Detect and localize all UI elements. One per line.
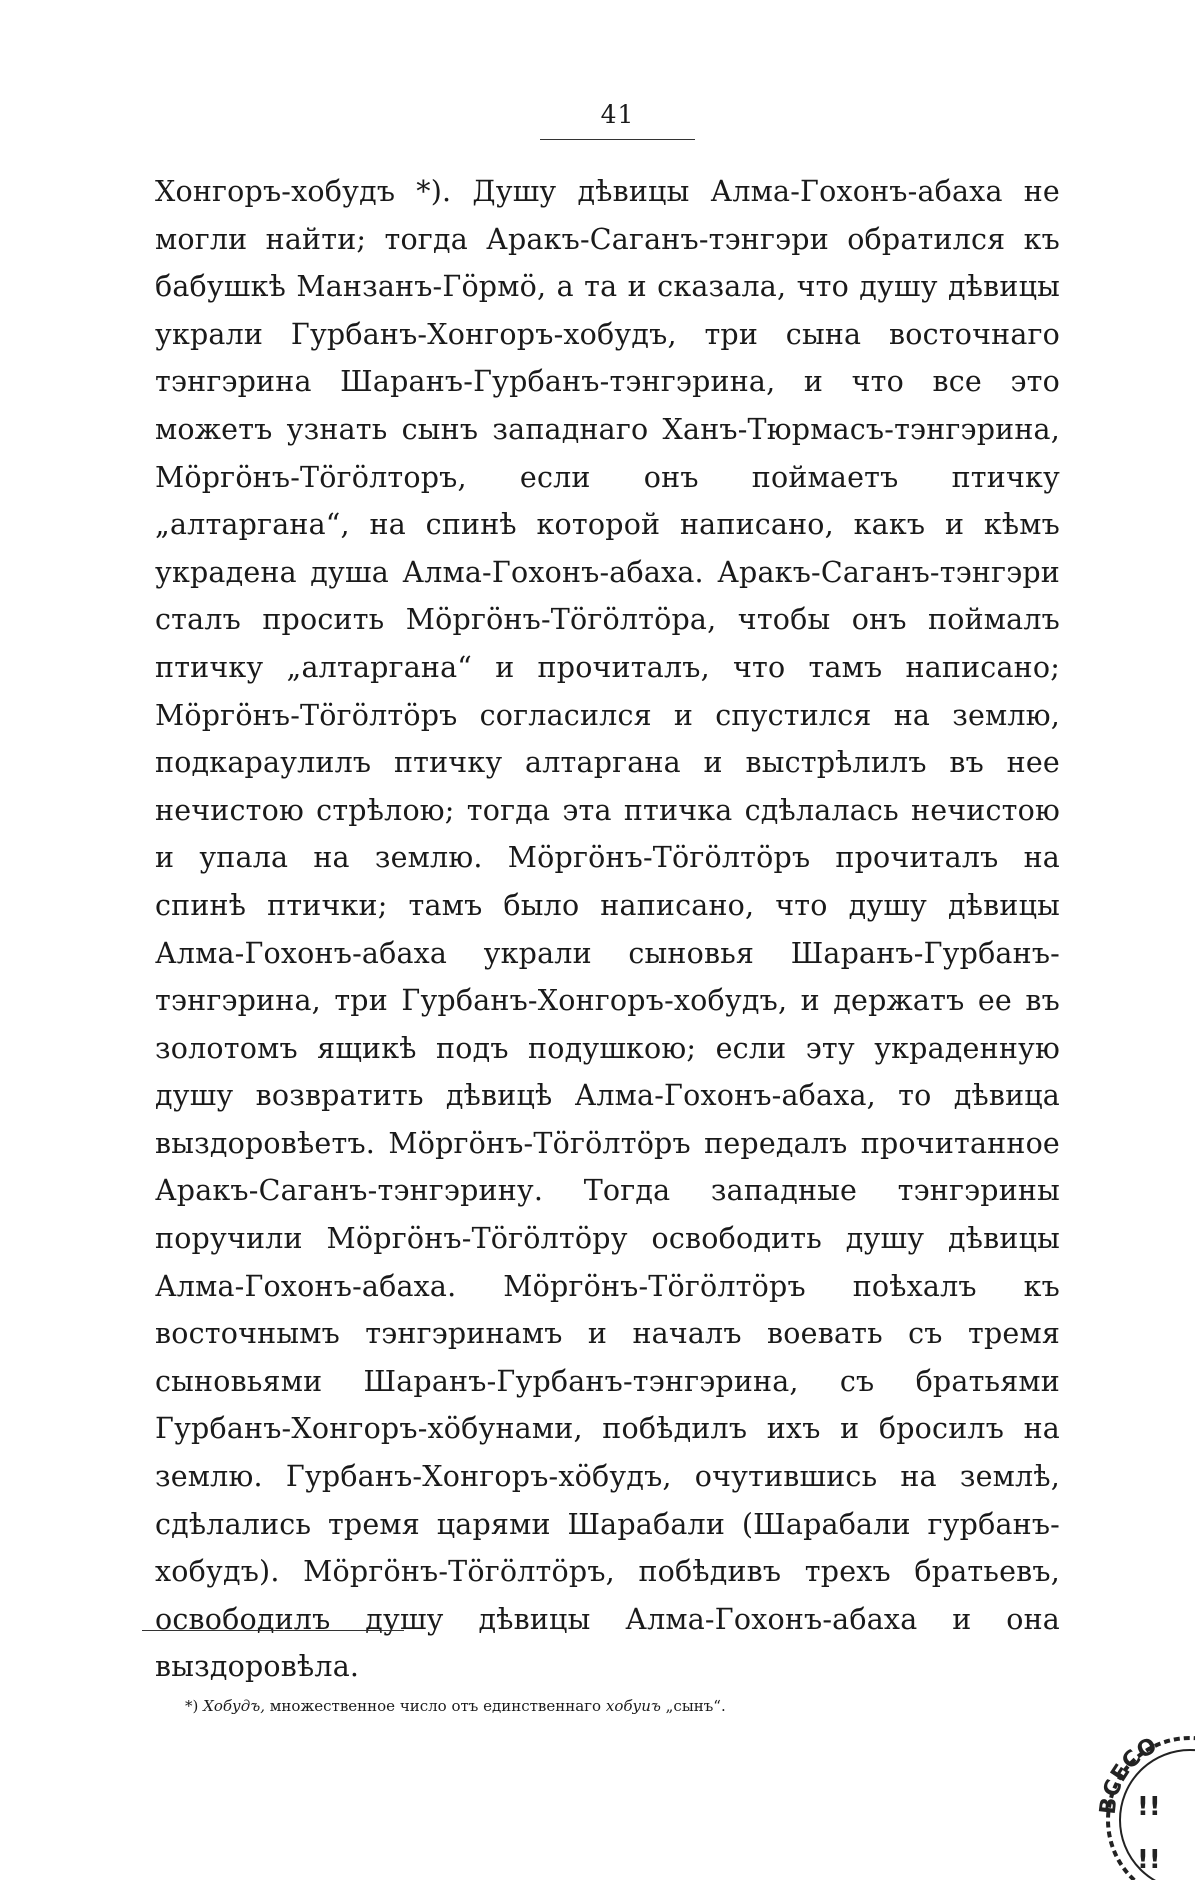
footnote-separator — [142, 1630, 404, 1631]
footnote-gloss: „сынъ“. — [665, 1697, 726, 1715]
page-number-underline — [540, 139, 695, 140]
stamp-text: ВСЕСО — [1095, 1733, 1162, 1816]
footnote-marker: *) — [185, 1697, 199, 1715]
stamp-fragment-upper: !! — [1137, 1792, 1161, 1822]
footnote-term-singular: хобуиъ — [605, 1697, 661, 1715]
footnote — [185, 1695, 1085, 1717]
main-paragraph: Хонгоръ-хобудъ *). Душу дѣвицы Алма-Гохонъ-абаха не могли найти; тогда Аракъ-Саганъ-тэнгэри обратился къ бабушкѣ Манзанъ-Гöрмö, а та и сказала, что душу дѣвицы украли Гурбанъ-Хонгоръ-хобудъ, три сына восточнаго тэнгэрина Шаранъ-Гурбанъ-тэнгэрина, и что все это можетъ узнать сынъ западнаго Ханъ-Тюрмасъ-тэнгэрина, Мöргöнъ-Тöгöлторъ, если онъ поймаетъ птичку „алтаргана“, на спинѣ которой написано, какъ и кѣмъ украдена душа Алма-Гохонъ-абаха. Аракъ-Саганъ-тэнгэри сталъ просить Мöргöнъ-Тöгöлтöра, чтобы онъ поймалъ птичку „алтаргана“ и прочиталъ, что тамъ написано; Мöргöнъ-Тöгöлтöръ согласился и спустился на землю, подкараулилъ птичку алтаргана и выстрѣлилъ въ нее нечистою стрѣлою; тогда эта птичка сдѣлалась нечистою и упала на землю. Мöргöнъ-Тöгöлтöръ прочиталъ на спинѣ птички; тамъ было написано, что душу дѣвицы Алма-Гохонъ-абаха украли сыновья Шаранъ-Гурбанъ-тэнгэрина, три Гурбанъ-Хонгоръ-хобудъ, и держатъ ее въ золотомъ ящикѣ подъ подушкою; если эту украденную душу возвратить дѣвицѣ Алма-Гохонъ-абаха, то дѣвица выздоровѣетъ. Мöргöнъ-Тöгöлтöръ передалъ прочитанное Аракъ-Саганъ-тэнгэрину. Тогда западные тэнгэрины поручили Мöргöнъ-Тöгöлтöру освободить душу дѣвицы Алма-Гохонъ-абаха. Мöргöнъ-Тöгöлтöръ поѣхалъ къ восточнымъ тэнгэринамъ и началъ воевать съ тремя сыновьями Шаранъ-Гурбанъ-тэнгэрина, съ братьями Гурбанъ-Хонгоръ-хöбунами, побѣдилъ ихъ и бросилъ на землю. Гурбанъ-Хонгоръ-хöбудъ, очутившись на землѣ, сдѣлались тремя царями Шарабали (Шарабали гурбанъ-хобудъ). Мöргöнъ-Тöгöлтöръ, побѣдивъ трехъ братьевъ, освободилъ душу дѣвицы Алма-Гохонъ-абаха и она выздоровѣла. — [155, 175, 1060, 1684]
footnote-text: множественное число отъ единственнаго — [269, 1697, 602, 1715]
library-stamp — [1085, 1720, 1195, 1880]
stamp-fragment-lower: !! — [1137, 1845, 1161, 1875]
page-number: 41 — [600, 100, 635, 129]
footnote-term: Хобудъ, — [203, 1697, 265, 1715]
